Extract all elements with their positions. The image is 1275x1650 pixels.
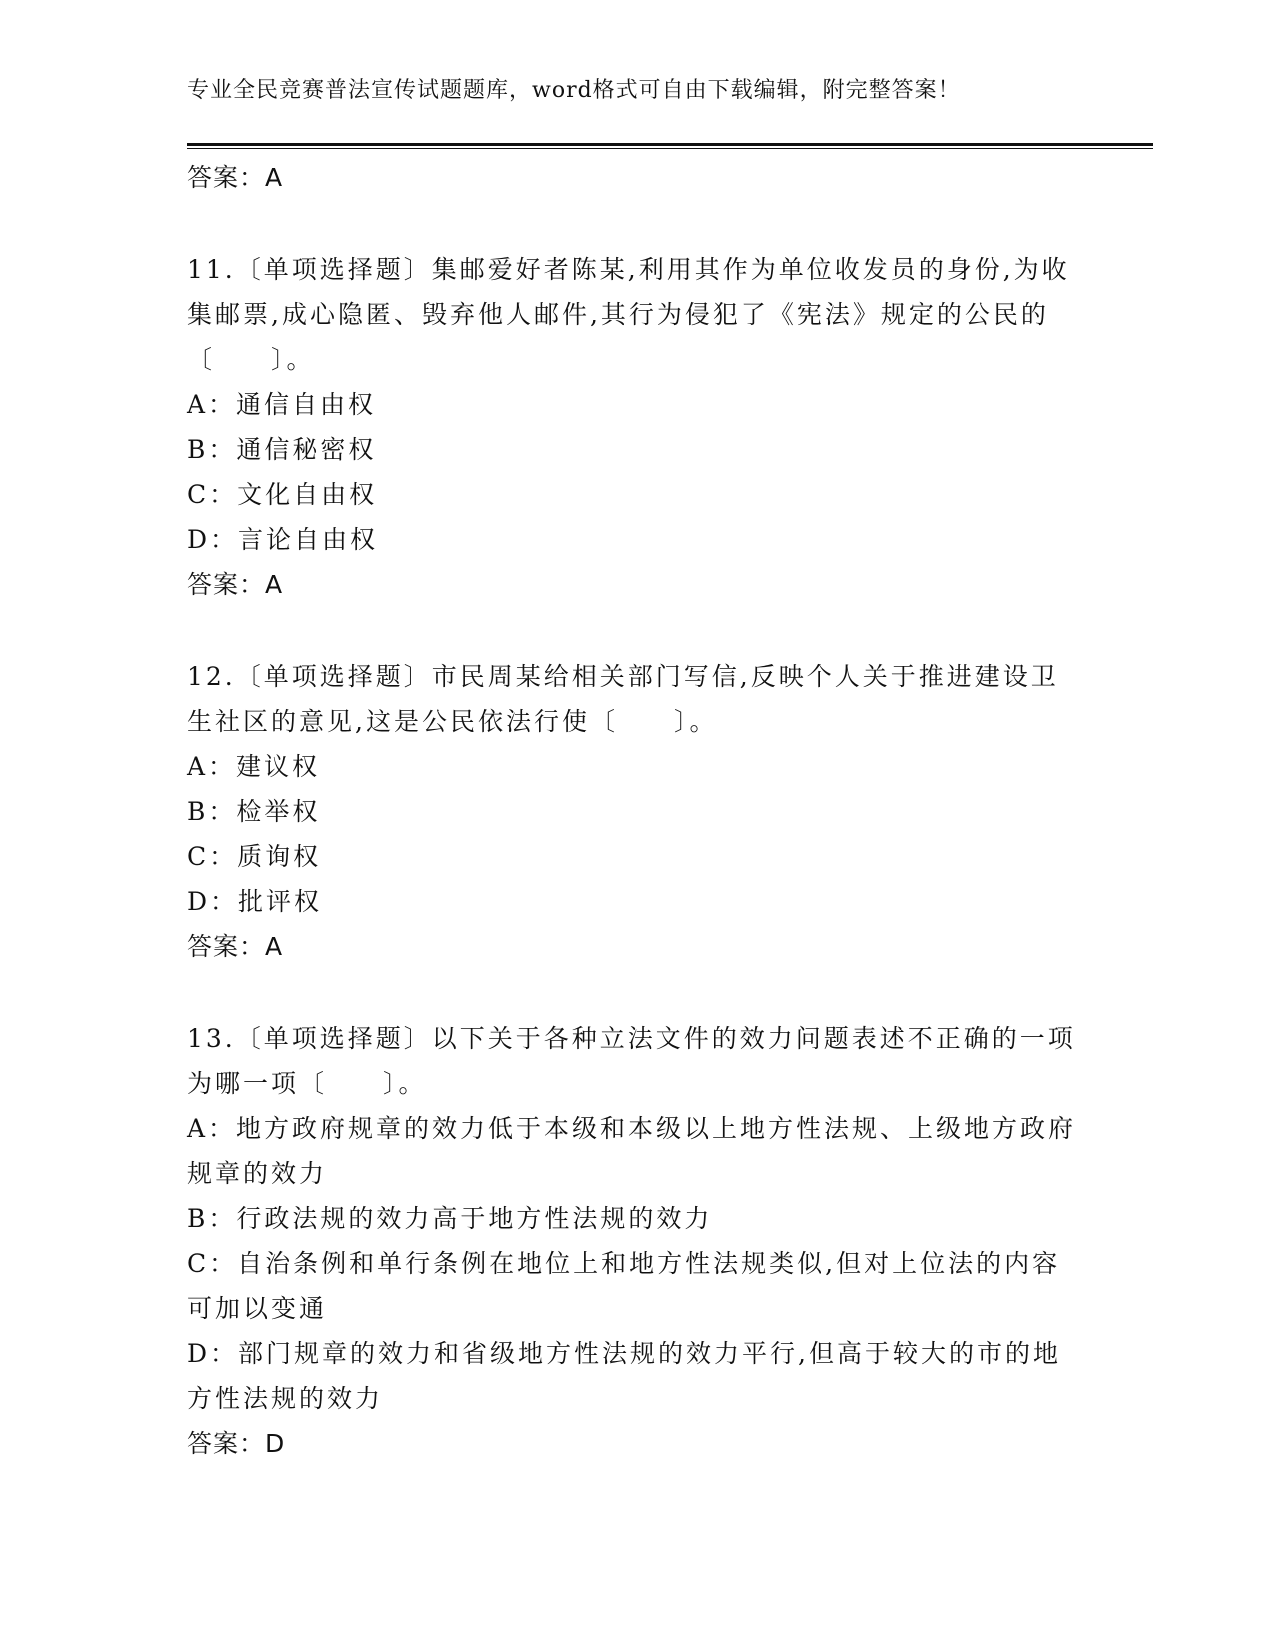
answer: 答案：A — [187, 932, 284, 961]
option-a: A：通信自由权 — [187, 390, 377, 419]
question-11 — [187, 247, 1107, 607]
question-text: 12.〔单项选择题〕市民周某给相关部门写信,反映个人关于推进建设卫生社区的意见,这是公民依法行使〔 〕。 — [187, 662, 1059, 736]
option-c: C：文化自由权 — [187, 480, 378, 509]
option-a: A：地方政府规章的效力低于本级和本级以上地方性法规、上级地方政府规章的效力 — [187, 1114, 1077, 1188]
page-header: 专业全民竞赛普法宣传试题题库，word格式可自由下载编辑，附完整答案！ — [187, 78, 961, 103]
option-a: A：建议权 — [187, 752, 321, 781]
option-d: D：部门规章的效力和省级地方性法规的效力平行,但高于较大的市的地方性法规的效力 — [187, 1339, 1061, 1413]
answer: 答案：A — [187, 570, 284, 599]
option-b: B：检举权 — [187, 797, 321, 826]
option-c: C：质询权 — [187, 842, 322, 871]
option-b: B：通信秘密权 — [187, 435, 377, 464]
previous-answer: 答案：A — [187, 163, 284, 192]
question-13 — [187, 1016, 1107, 1466]
header-divider — [187, 143, 1153, 149]
option-b: B：行政法规的效力高于地方性法规的效力 — [187, 1204, 713, 1233]
option-d: D：言论自由权 — [187, 525, 379, 554]
option-d: D：批评权 — [187, 887, 323, 916]
question-text: 13.〔单项选择题〕以下关于各种立法文件的效力问题表述不正确的一项为哪一项〔 〕。 — [187, 1024, 1076, 1098]
question-text: 11.〔单项选择题〕集邮爱好者陈某,利用其作为单位收发员的身份,为收集邮票,成心隐匿、毁弃他人邮件,其行为侵犯了《宪法》规定的公民的〔 〕。 — [187, 255, 1070, 374]
document-body — [187, 155, 1107, 1466]
option-c: C：自治条例和单行条例在地位上和地方性法规类似,但对上位法的内容可加以变通 — [187, 1249, 1061, 1323]
answer: 答案：D — [187, 1429, 286, 1458]
question-12 — [187, 654, 1107, 969]
